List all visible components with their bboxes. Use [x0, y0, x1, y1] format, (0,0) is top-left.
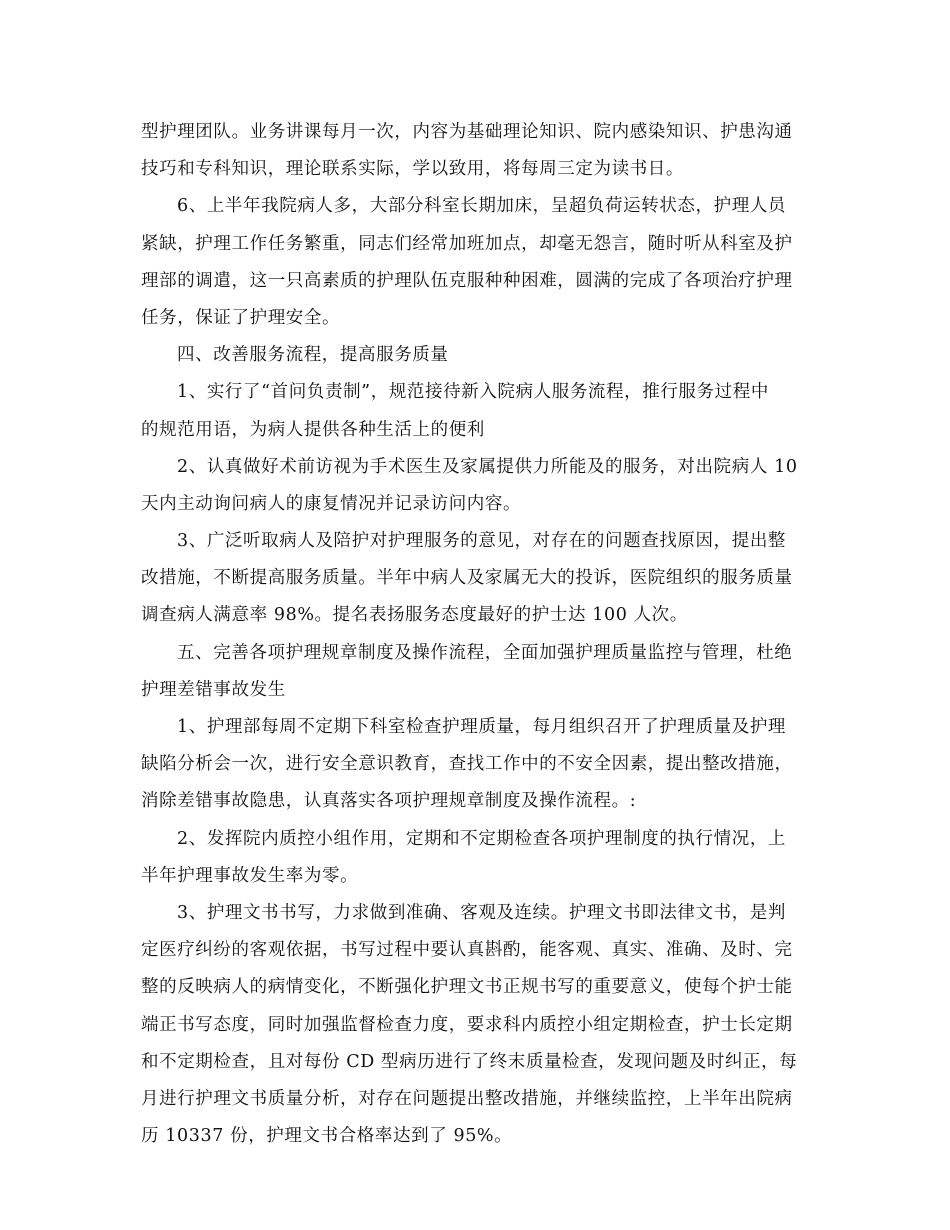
text-line: 整的反映病人的病情变化，不断强化护理文书正规书写的重要意义，使每个护士能 [141, 977, 793, 998]
text-line: 缺陷分析会一次，进行安全意识教育，查找工作中的不安全因素，提出整改措施， [141, 754, 793, 775]
document-body [141, 114, 811, 1155]
text-line: 半年护理事故发生率为零。 [141, 865, 359, 886]
text-line: 的规范用语，为病人提供各种生活上的便利 [141, 419, 485, 440]
text-line: 历 10337 份，护理文书合格率达到了 95%。 [141, 1126, 513, 1147]
text-line: 紧缺，护理工作任务繁重，同志们经常加班加点，却毫无怨言，随时听从科室及护 [141, 233, 793, 254]
text-line: 1、护理部每周不定期下科室检查护理质量，每月组织召开了护理质量及护理 [177, 717, 787, 737]
section-heading-continued: 护理差错事故发生 [141, 679, 286, 700]
text-line: 和不定期检查，且对每份 CD 型病历进行了终末质量检查，发现问题及时纠正，每 [141, 1051, 798, 1072]
text-line: 端正书写态度，同时加强监督检查力度，要求科内质控小组定期检查，护士长定期 [141, 1014, 793, 1035]
text-line: 2、发挥院内质控小组作用，定期和不定期检查各项护理制度的执行情况，上 [177, 828, 787, 849]
text-line: 3、护理文书书写，力求做到准确、客观及连续。护理文书即法律文书，是判 [177, 902, 787, 923]
text-line: 型护理团队。业务讲课每月一次，内容为基础理论知识、院内感染知识、护患沟通 [141, 122, 793, 142]
text-line: 天内主动询问病人的康复情况并记录访问内容。 [141, 493, 522, 514]
text-line: 改措施，不断提高服务质量。半年中病人及家属无大的投诉，医院组织的服务质量 [141, 568, 793, 589]
text-line: 任务，保证了护理安全。 [141, 307, 341, 328]
text-line: 3、广泛听取病人及陪护对护理服务的意见，对存在的问题查找原因，提出整 [177, 531, 787, 552]
text-line: 调查病人满意率 98%。提名表扬服务态度最好的护士达 100 人次。 [141, 605, 688, 626]
section-heading: 四、改善服务流程，提高服务质量 [177, 345, 449, 366]
text-line: 6、上半年我院病人多，大部分科室长期加床，呈超负荷运转状态，护理人员 [177, 196, 787, 217]
text-line: 1、实行了“首问负责制”，规范接待新入院病人服务流程，推行服务过程中 [177, 382, 769, 403]
text-line: 技巧和专科知识，理论联系实际，学以致用，将每周三定为读书日。 [141, 159, 684, 180]
section-heading: 五、完善各项护理规章制度及操作流程，全面加强护理质量监控与管理，杜绝 [177, 642, 793, 663]
text-line: 消除差错事故隐患，认真落实各项护理规章制度及操作流程。: [141, 791, 637, 812]
text-line: 理部的调遣，这一只高素质的护理队伍克服种种困难，圆满的完成了各项治疗护理 [141, 270, 793, 291]
text-line: 定医疗纠纷的客观依据，书写过程中要认真斟酌，能客观、真实、准确、及时、完 [141, 940, 793, 961]
text-line: 月进行护理文书质量分析，对存在问题提出整改措施，并继续监控，上半年出院病 [141, 1088, 793, 1109]
text-line: 2、认真做好术前访视为手术医生及家属提供力所能及的服务，对出院病人 10 [177, 456, 798, 477]
